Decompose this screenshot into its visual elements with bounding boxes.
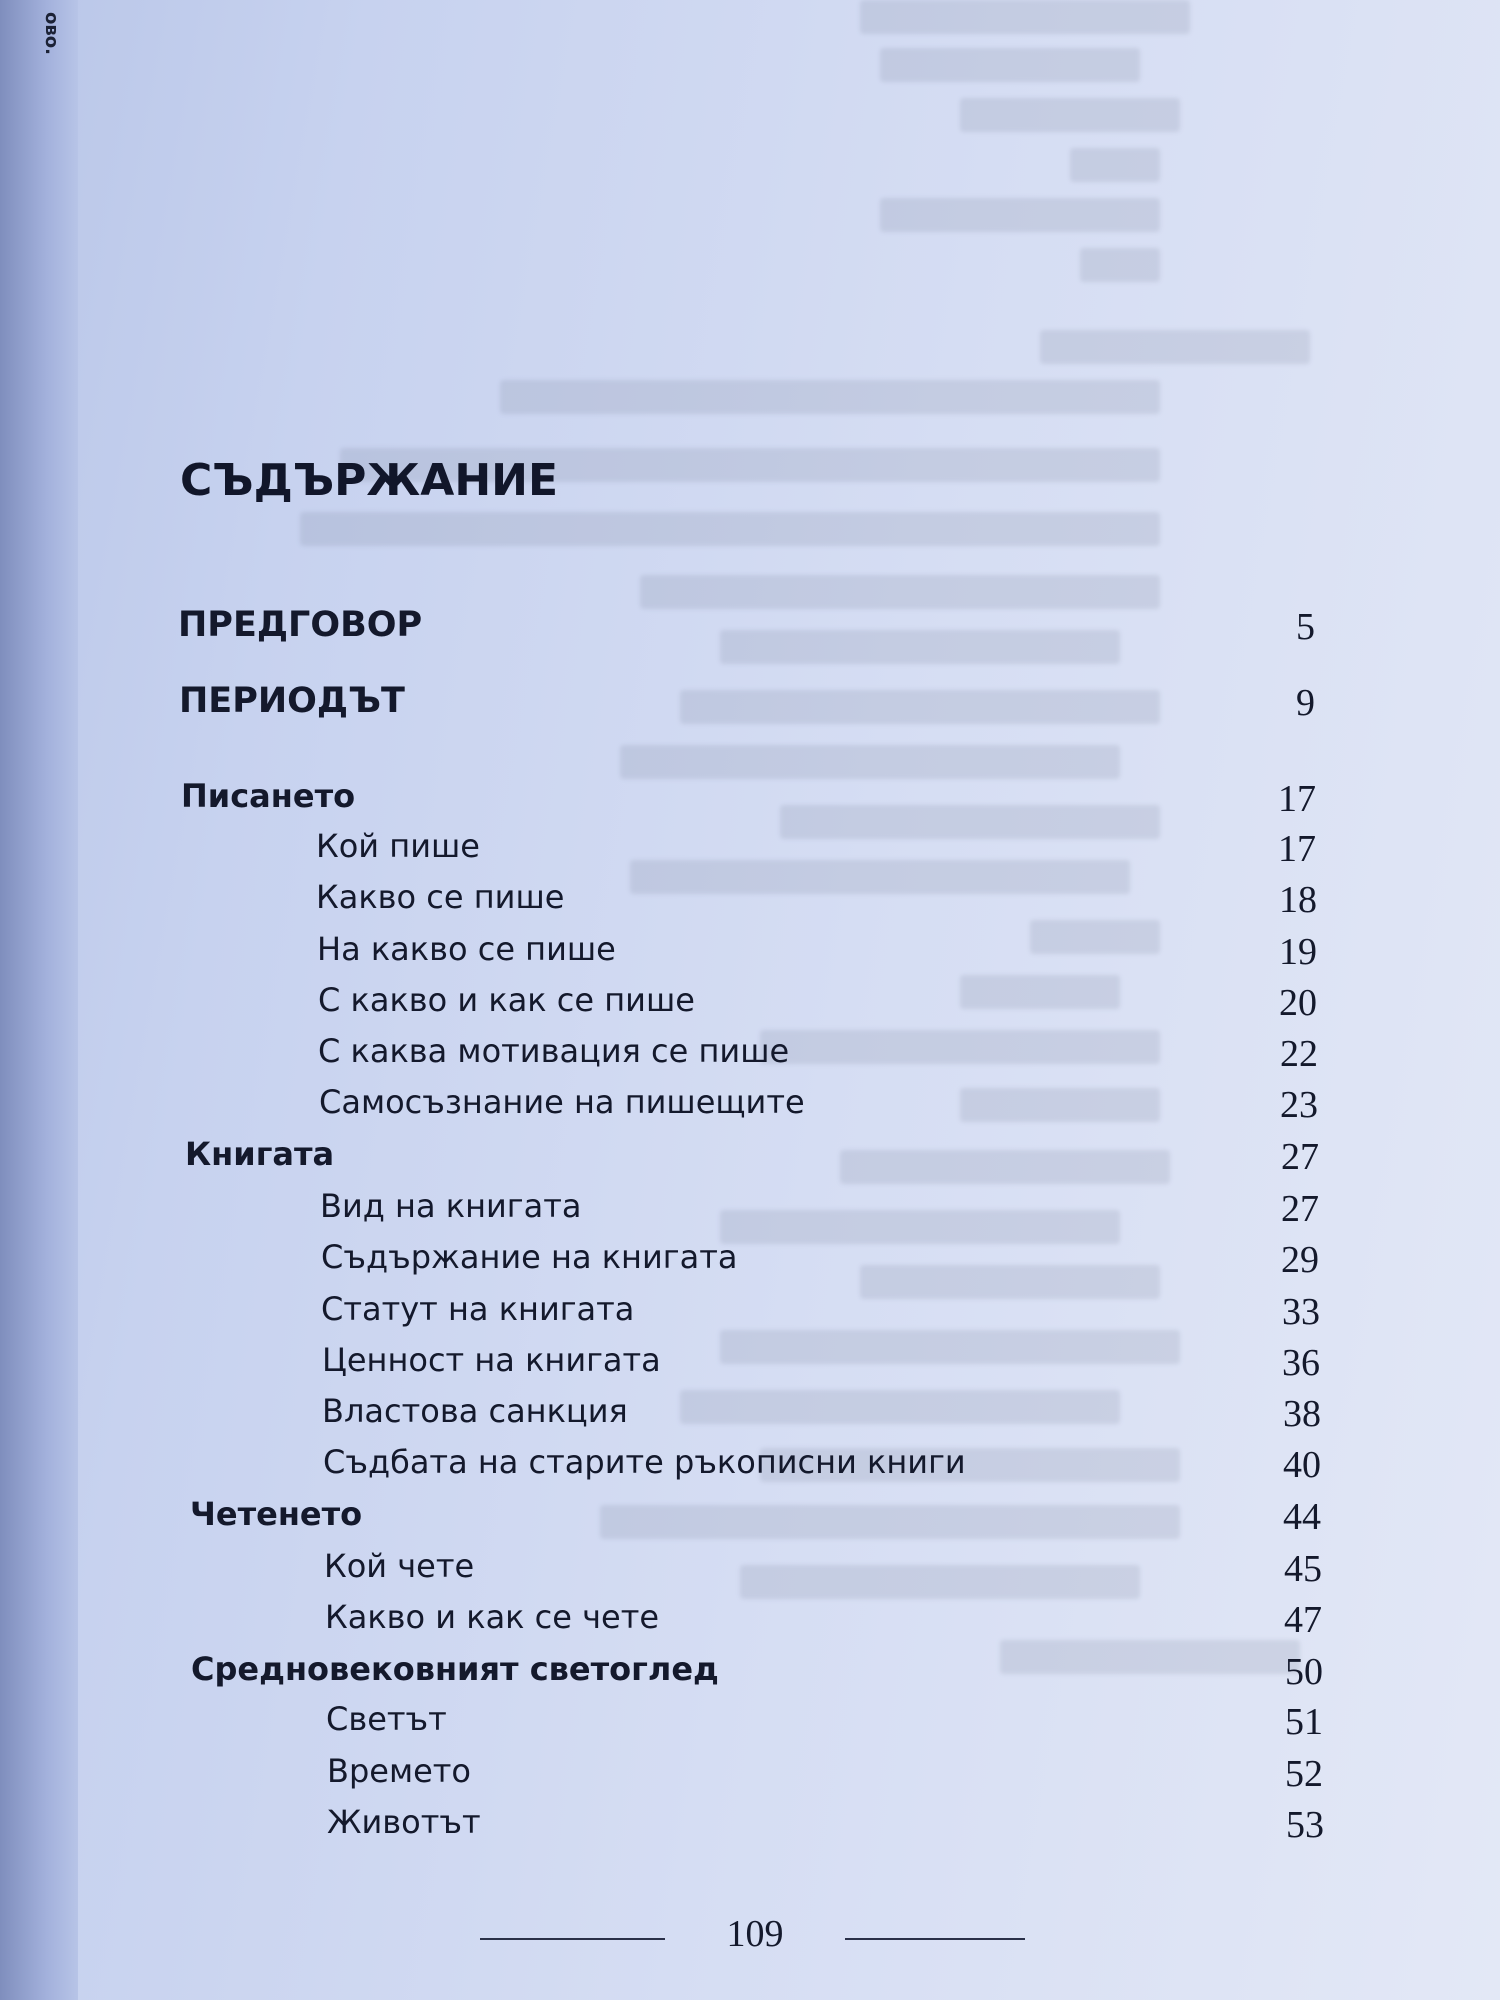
toc-heading: СЪДЪРЖАНИЕ [180, 455, 559, 506]
toc-entry-title: Какво и как се чете [325, 1598, 660, 1636]
toc-entry-page-number: 17 [1278, 778, 1316, 820]
toc-entry-title: С каква мотивация се пише [318, 1032, 790, 1070]
toc-entry [0, 1443, 1500, 1493]
toc-entry [0, 1392, 1500, 1442]
toc-entry-page-number: 40 [1283, 1444, 1321, 1486]
toc-entry-page-number: 33 [1282, 1291, 1320, 1333]
page-number: 109 [726, 1913, 784, 1955]
toc-entry-title: Какво се пише [316, 878, 565, 916]
toc-entry-page-number: 23 [1280, 1084, 1318, 1126]
toc-entry [0, 1650, 1500, 1700]
toc-entry [0, 1032, 1500, 1082]
toc-entry-title: Писането [181, 777, 356, 815]
toc-entry-title: ПРЕДГОВОР [178, 605, 423, 645]
toc-entry-title: Светът [326, 1700, 447, 1738]
toc-entry-page-number: 47 [1284, 1599, 1322, 1641]
toc-entry-title: Ценност на книгата [322, 1341, 661, 1379]
toc-entry [0, 930, 1500, 980]
toc-entry-title: Съдържание на книгата [321, 1238, 738, 1276]
toc-entry-title: Самосъзнание на пишещите [319, 1083, 805, 1121]
toc-entry-page-number: 52 [1285, 1753, 1323, 1795]
toc-entry-title: С какво и как се пише [318, 981, 695, 1019]
toc-entry-page-number: 53 [1286, 1804, 1324, 1846]
toc-entry-page-number: 29 [1281, 1239, 1319, 1281]
toc-entry-page-number: 18 [1279, 879, 1317, 921]
toc-entry-title: Властова санкция [322, 1392, 628, 1430]
toc-entry-title: Кой пише [316, 827, 480, 865]
toc-entry [0, 1290, 1500, 1340]
toc-entry [0, 1135, 1500, 1185]
toc-entry-title: Четенето [190, 1495, 363, 1533]
toc-entry [0, 777, 1500, 827]
toc-entry-title: Статут на книгата [321, 1290, 635, 1328]
toc-entry-title: Съдбата на старите ръкописни книги [323, 1443, 966, 1481]
footer-rule-right [845, 1938, 1025, 1940]
toc-entry-page-number: 9 [1296, 682, 1315, 724]
toc-entry [0, 681, 1500, 731]
toc-entry [0, 1598, 1500, 1648]
toc-entry [0, 878, 1500, 928]
toc-entry-page-number: 44 [1283, 1496, 1321, 1538]
toc-entry-page-number: 20 [1279, 982, 1317, 1024]
toc-entry-title: Книгата [185, 1135, 335, 1173]
toc-entry [0, 827, 1500, 877]
toc-entry [0, 1547, 1500, 1597]
toc-entry-page-number: 36 [1282, 1342, 1320, 1384]
toc-entry-page-number: 19 [1279, 931, 1317, 973]
toc-entry [0, 981, 1500, 1031]
toc-entry-page-number: 51 [1285, 1701, 1323, 1743]
toc-entry-page-number: 38 [1283, 1393, 1321, 1435]
toc-entry-title: ПЕРИОДЪТ [179, 681, 405, 721]
toc-entry [0, 605, 1500, 655]
toc-entry-title: Средновековният светоглед [191, 1650, 719, 1688]
toc-entry [0, 1803, 1500, 1853]
toc-entry-page-number: 22 [1280, 1033, 1318, 1075]
toc-entry [0, 1495, 1500, 1545]
toc-entry [0, 1238, 1500, 1288]
toc-entry-title: Времето [327, 1752, 471, 1790]
toc-entry [0, 1700, 1500, 1750]
toc-entry-page-number: 50 [1285, 1651, 1323, 1693]
toc-entry-page-number: 17 [1278, 828, 1316, 870]
footer-rule-left [480, 1938, 665, 1940]
toc-entry [0, 1341, 1500, 1391]
toc-entry-title: На какво се пише [317, 930, 616, 968]
toc-entry-title: Животът [327, 1803, 481, 1841]
toc-entry [0, 1083, 1500, 1133]
toc-entry [0, 1752, 1500, 1802]
toc-entry-title: Кой чете [324, 1547, 475, 1585]
toc-entry-title: Вид на книгата [320, 1187, 582, 1225]
toc-entry-page-number: 27 [1281, 1136, 1319, 1178]
toc-entry [0, 1187, 1500, 1237]
binding-edge-text: ово. [41, 12, 62, 55]
toc-entry-page-number: 45 [1284, 1548, 1322, 1590]
toc-entry-page-number: 27 [1281, 1188, 1319, 1230]
toc-entry-page-number: 5 [1296, 606, 1315, 648]
